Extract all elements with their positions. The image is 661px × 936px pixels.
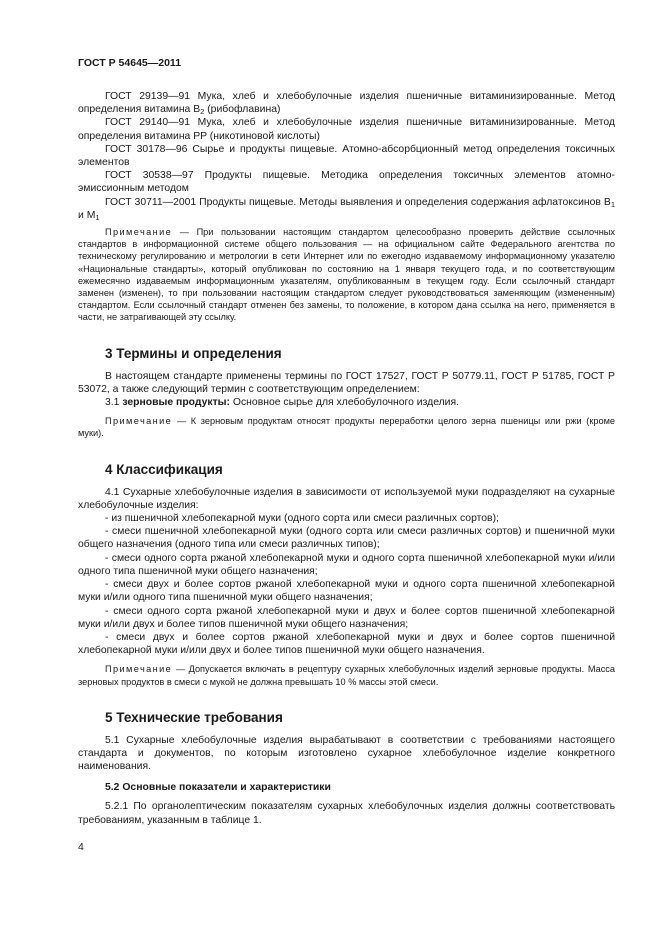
section-5-title: 5 Технические требования <box>105 709 283 725</box>
list-item: - смеси одного сорта ржаной хлебопекарной муки и двух и более сортов пшеничной хлебопекарной муки и/или двух и более типов пшеничной муки общего назначения; <box>78 605 615 630</box>
reference-item: ГОСТ 30178—96 Сырье и продукты пищевые. Атомно-абсорбционный метод определения токсичных элементов <box>78 143 615 169</box>
list-item: - смеси одного сорта ржаной хлебопекарной муки и одного сорта пшеничной хлебопекарной муки и/или одного типа пшеничной муки общего назначения; <box>78 552 615 577</box>
reference-item: ГОСТ 30538—97 Продукты пищевые. Методика определения токсичных элементов атомно-эмиссионным методом <box>78 170 615 195</box>
list-item: - смеси двух и более сортов ржаной хлебопекарной муки и одного сорта пшеничной хлебопекарной муки и/или одного типа пшеничной муки общего назначения; <box>78 579 615 604</box>
section-4-title: 4 Классификация <box>105 461 223 477</box>
list-item: - смеси двух и более сортов ржаной хлебопекарной муки и двух и более сортов пшеничной хлебопекарной муки и/или двух и более типов пшеничной муки общего назначения. <box>78 631 615 657</box>
section-5-p1: 5.1 Сухарные хлебобулочные изделия вырабатывают в соответствии с требованиями настоящего стандарта и документов, по которым изготовлено сухарное хлебобулочное изделие конкретного наименования. <box>78 734 615 773</box>
section-5-2-1: 5.2.1 По органолептическим показателям сухарных хлебобулочных изделия должны соответствовать требованиям, указанным в таблице 1. <box>78 801 615 826</box>
note-classification: Примечание — Допускается включать в рецептуру сухарных хлебобулочных изделий зерновые продукты. Масса зерновых продуктов в смеси с мукой не должна превышать 10 % массы этой смеси. <box>78 664 615 687</box>
page-number: 4 <box>78 842 84 853</box>
section-5-2-title: 5.2 Основные показатели и характеристики <box>105 782 331 794</box>
term-definition: 3.1 зерновые продукты: Основное сырье для хлебобулочного изделия. <box>105 397 460 409</box>
reference-item: ГОСТ 29140—91 Мука, хлеб и хлебобулочные изделия пшеничные витаминизированные. Метод определения витамина PP (никотиновой кислоты) <box>78 117 615 142</box>
section-3-title: 3 Термины и определения <box>105 345 282 361</box>
section-3-intro: В настоящем стандарте применены термины по ГОСТ 17527, ГОСТ Р 50779.11, ГОСТ Р 51785, ГОСТ Р 53072, а также следующий термин с соответствующим определением: <box>78 370 615 395</box>
note-references: Примечание — При пользовании настоящим стандартом целесообразно проверить действие ссылочных стандартов в информационной системе общего пользования — на официальном сайте Федерального агентства по техническому регулированию и метрологии в сети Интернет или по ежегодно издаваемому информационному указателю «Национальные стандарты», который опубликован по состоянию на 1 января текущего года, и по соответствующим ежемесячно издаваемым информационным указателям, опубликованным в текущем году. Если ссылочный стандарт заменен (изменен), то при пользовании настоящим стандартом следует руководствоваться заменяющим (измененным) стандартом. Если ссылочный стандарт отменен без замены, то положение, в котором дана ссылка на него, применяется в части, не затрагивающей эту ссылку. <box>78 227 615 323</box>
reference-item: ГОСТ 29139—91 Мука, хлеб и хлебобулочные изделия пшеничные витаминизированные. Метод определения витамина $B_2$ (рибофлавина) <box>78 91 615 117</box>
reference-item: ГОСТ 30711—2001 Продукты пищевые. Методы выявления и определения содержания афлатоксинов $B_1$ и $M_1$ <box>78 196 615 222</box>
list-item: - смеси пшеничной хлебопекарной муки (одного сорта или смеси различных сортов) и пшеничной муки общего назначения (одного типа или смеси различных типов); <box>78 526 615 551</box>
page-content <box>78 90 615 827</box>
note-terms: Примечание — К зерновым продуктам относят продукты переработки целого зерна пшеницы или ржи (кроме муки). <box>78 416 615 439</box>
document-header: ГОСТ Р 54645—2011 <box>78 57 182 69</box>
section-4-intro: 4.1 Сухарные хлебобулочные изделия в зависимости от используемой муки подразделяют на сухарные хлебобулочные изделия: <box>78 486 615 511</box>
list-item: - из пшеничной хлебопекарной муки (одного сорта или смеси различных сортов); <box>105 513 499 525</box>
